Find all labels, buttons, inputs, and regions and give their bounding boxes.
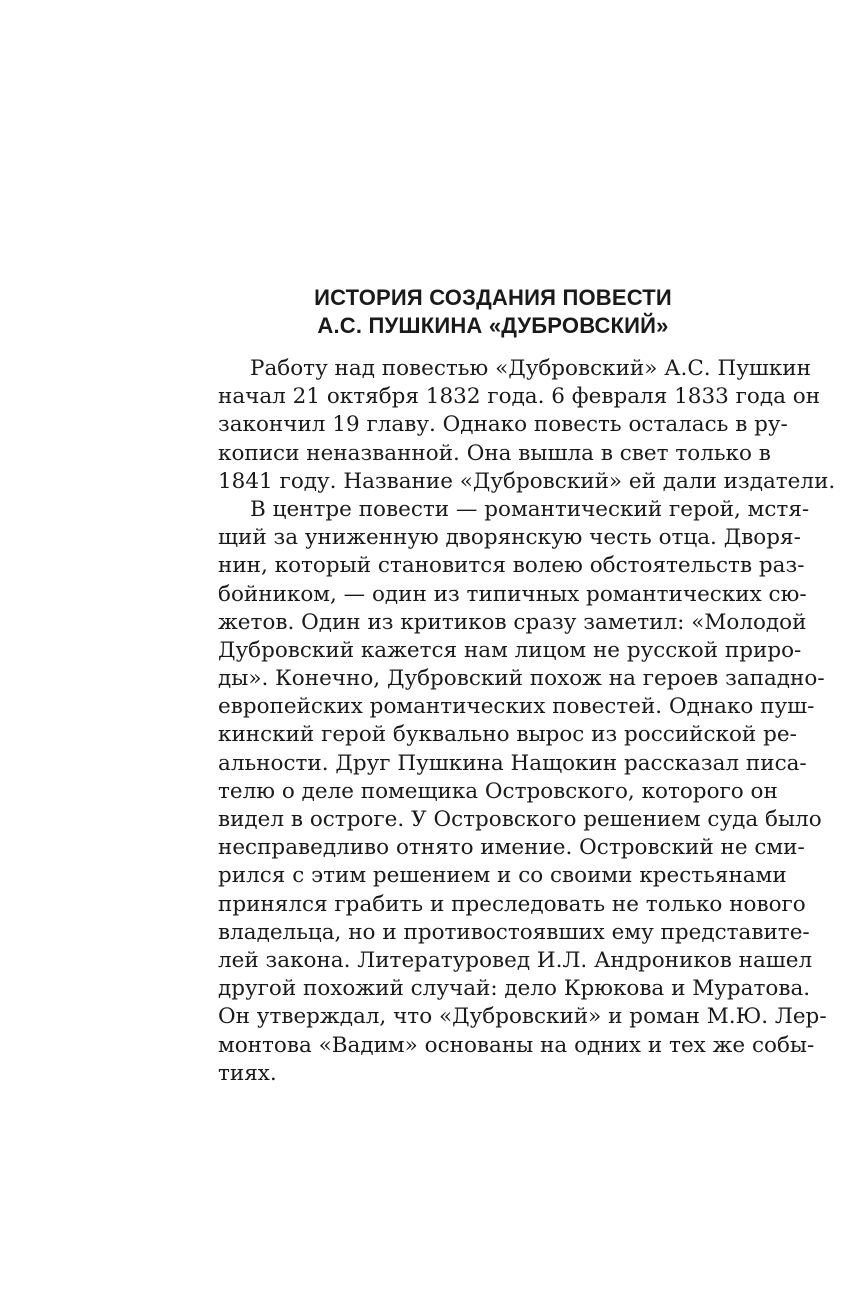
text-line: В центре повести — романтический герой, мстя- — [250, 496, 810, 522]
text-line: жетов. Один из критиков сразу заметил: «Молодой — [218, 609, 807, 635]
text-line: начал 21 октября 1832 года. 6 февраля 1833 года он — [218, 384, 821, 410]
text-line: лей закона. Литературовед И.Л. Андроников нашел — [218, 947, 813, 973]
text-line: европейских романтических повестей. Однако пуш- — [218, 694, 815, 720]
text-line: альности. Друг Пушкина Нащокин рассказал писа- — [218, 750, 807, 776]
text-line: видел в остроге. У Островского решением суда было — [218, 807, 822, 832]
text-line: тиях. — [218, 1060, 277, 1086]
chapter-title-line-2: А.С. ПУШКИНА «ДУБРОВСКИЙ» — [317, 313, 669, 338]
chapter-title-line-1: ИСТОРИЯ СОЗДАНИЯ ПОВЕСТИ — [314, 285, 672, 310]
text-line: монтова «Вадим» основаны на одних и тех же собы- — [218, 1032, 815, 1058]
text-line: кописи неназванной. Она вышла в свет только в — [218, 440, 771, 466]
text-line: кинский герой буквально вырос из российской ре- — [218, 722, 797, 748]
text-line: Работу над повестью «Дубровский» А.С. Пушкин — [250, 356, 811, 381]
body-text — [218, 355, 836, 1088]
text-line: другой похожий случай: дело Крюкова и Муратова. — [218, 976, 811, 1002]
text-line: несправедливо отнято имение. Островский не сми- — [218, 835, 805, 861]
text-line: принялся грабить и преследовать не только нового — [218, 891, 806, 917]
text-line: 1841 году. Название «Дубровский» ей дали издатели. — [218, 468, 836, 494]
text-line: ды». Конечно, Дубровский похож на героев западно- — [218, 666, 825, 692]
text-line: Он утверждал, что «Дубровский» и роман М.Ю. Лер- — [218, 1004, 827, 1030]
text-line: телю о деле помещика Островского, которого он — [218, 778, 778, 804]
text-line: бойником, — один из типичных романтических сю- — [218, 581, 807, 607]
text-line: рился с этим решением и со своими крестьянами — [218, 863, 787, 889]
text-line: владельца, но и противостоявших ему представите- — [218, 919, 810, 945]
text-line: нин, который становится волею обстоятельств раз- — [218, 553, 805, 579]
text-line: закончил 19 главу. Однако повесть осталась в ру- — [218, 412, 788, 438]
chapter-title — [218, 284, 768, 340]
text-line: Дубровский кажется нам лицом не русской приро- — [218, 637, 802, 663]
text-line: щий за униженную дворянскую честь отца. Дворя- — [218, 525, 801, 551]
